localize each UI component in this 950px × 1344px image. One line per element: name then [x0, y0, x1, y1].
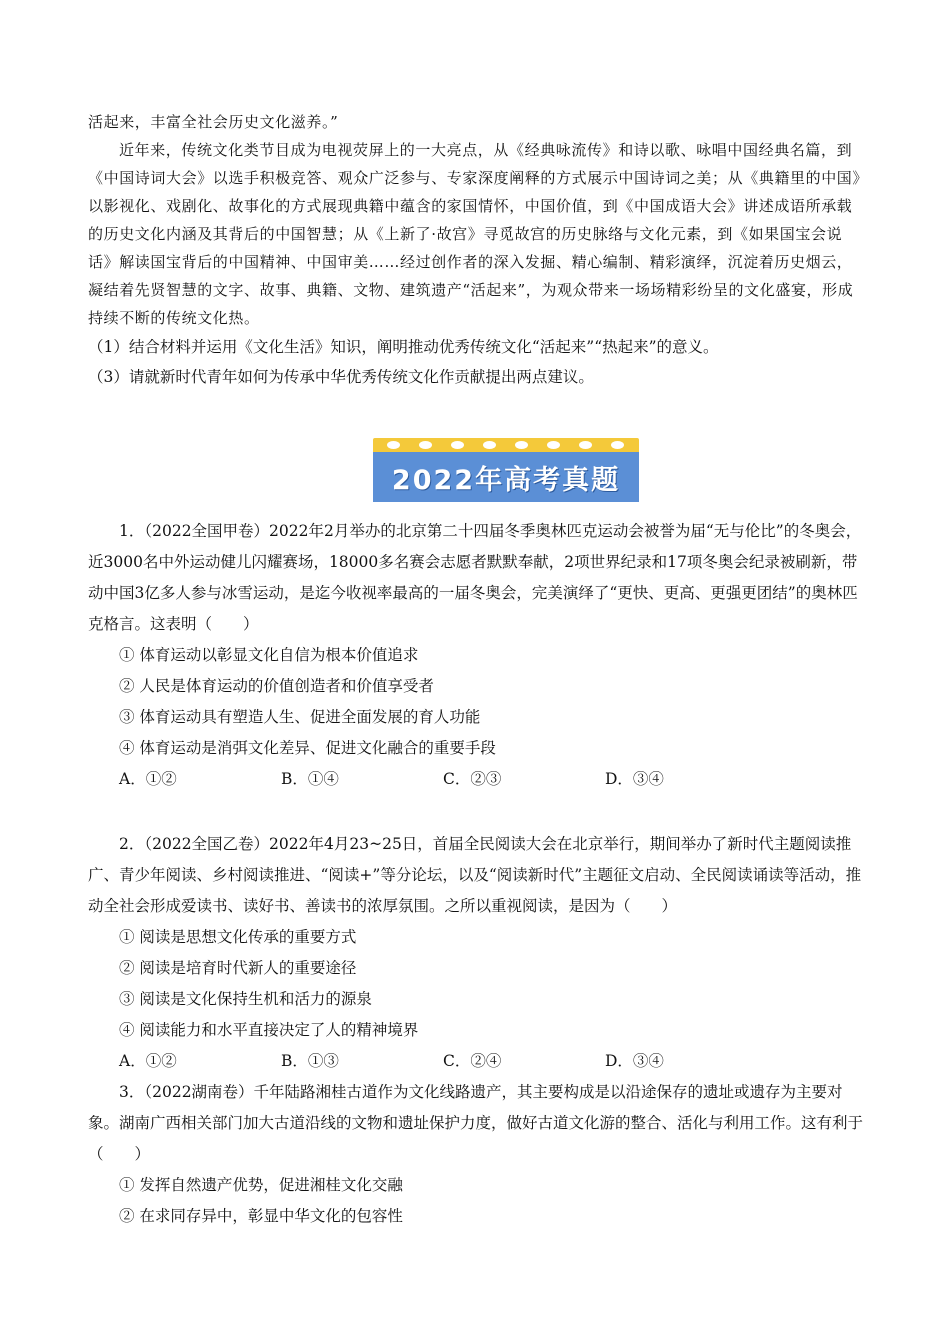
banner-top-strip — [373, 438, 639, 452]
choice-c: C．②③ — [443, 770, 502, 788]
material-question-1: （1）结合材料并运用《文化生活》知识，阐明推动优秀传统文化“活起来”“热起来”的意义。 — [88, 338, 719, 356]
banner-body — [373, 452, 639, 502]
banner-dot-icon — [419, 441, 432, 449]
choice-b: B．①③ — [281, 1052, 339, 1070]
question-3 — [88, 1077, 863, 1232]
banner-dot-icon — [483, 441, 496, 449]
question-2 — [88, 829, 863, 1077]
banner-dot-icon — [611, 441, 624, 449]
choice-d: D．③④ — [605, 1052, 664, 1070]
question-stem: 2．（2022全国乙卷）2022年4月23~25日，首届全民阅读大会在北京举行，期间举办了新时代主题阅读推广、青少年阅读、乡村阅读推进、“阅读+”等分论坛，以及“阅读新时代”主题征文启动、全民阅读诵读等活动，推动全社会形成爱读书、读好书、善读书的浓厚氛围。之所以重视阅读，是因为（ ） — [88, 835, 862, 915]
question-option: ③ 体育运动具有塑造人生、促进全面发展的育人功能 — [119, 708, 481, 726]
choice-a: A．①② — [119, 770, 177, 788]
question-stem: 1．（2022全国甲卷）2022年2月举办的北京第二十四届冬季奥林匹克运动会被誉为届“无与伦比”的冬奥会，近3000名中外运动健儿闪耀赛场，18000多名赛会志愿者默默奉献，2项世界纪录和17项冬奥会纪录被刷新，带动中国3亿多人参与冰雪运动，是迄今收视率最高的一届冬奥会，完美演绎了“更快、更高、更强更团结”的奥林匹克格言。这表明（ ） — [88, 522, 862, 633]
question-option: ① 阅读是思想文化传承的重要方式 — [119, 928, 357, 946]
choice-b: B．①④ — [281, 770, 339, 788]
question-1 — [88, 516, 863, 795]
spacer — [88, 795, 863, 829]
material-paragraph: 近年来，传统文化类节目成为电视荧屏上的一大亮点，从《经典咏流传》和诗以歌、咏唱中国经典名篇，到《中国诗词大会》以选手积极竞答、观众广泛参与、专家深度阐释的方式展示中国诗词之美；从《典籍里的中国》以影视化、戏剧化、故事化的方式展现典籍中蕴含的家国情怀，中国价值，到《中国成语大会》讲述成语所承载的历史文化内涵及其背后的中国智慧；从《上新了·故宫》寻觅故宫的历史脉络与文化元素，到《如果国宝会说话》解读国宝背后的中国精神、中国审美……经过创作者的深入发掘、精心编制、精彩演绎，沉淀着历史烟云，凝结着先贤智慧的文字、故事、典籍、文物、建筑遗产“活起来”，为观众带来一场场精彩纷呈的文化盛宴，形成持续不断的传统文化热。 — [88, 141, 861, 327]
banner-dot-icon — [515, 441, 528, 449]
choice-a: A．①② — [119, 1052, 177, 1070]
choice-c: C．②④ — [443, 1052, 502, 1070]
banner-dot-icon — [451, 441, 464, 449]
question-list — [88, 516, 863, 1232]
question-option: ④ 阅读能力和水平直接决定了人的精神境界 — [119, 1021, 419, 1039]
document-page — [88, 108, 863, 392]
answer-choices — [88, 1046, 863, 1077]
section-banner — [373, 438, 639, 502]
banner-dot-icon — [547, 441, 560, 449]
question-option: ② 阅读是培育时代新人的重要途径 — [119, 959, 357, 977]
banner-dot-icon — [387, 441, 400, 449]
question-option: ③ 阅读是文化保持生机和活力的源泉 — [119, 990, 372, 1008]
question-option: ① 体育运动以彰显文化自信为根本价值追求 — [119, 646, 419, 664]
question-option: ② 在求同存异中，彰显中华文化的包容性 — [119, 1207, 403, 1225]
question-option: ④ 体育运动是消弭文化差异、促进文化融合的重要手段 — [119, 739, 496, 757]
material-question-3: （3）请就新时代青年如何为传承中华优秀传统文化作贡献提出两点建议。 — [88, 368, 594, 386]
banner-dot-icon — [579, 441, 592, 449]
answer-choices — [88, 764, 863, 795]
banner-title: 2022年高考真题 — [391, 464, 621, 496]
question-option: ② 人民是体育运动的价值创造者和价值享受者 — [119, 677, 434, 695]
question-option: ① 发挥自然遗产优势，促进湘桂文化交融 — [119, 1176, 403, 1194]
material-continuation: 活起来，丰富全社会历史文化滋养。” — [88, 113, 339, 131]
question-stem: 3．（2022湖南卷）千年陆路湘桂古道作为文化线路遗产，其主要构成是以沿途保存的遗址或遗存为主要对象。湖南广西相关部门加大古道沿线的文物和遗址保护力度，做好古道文化游的整合、活化与利用工作。这有利于（ ） — [88, 1083, 864, 1163]
choice-d: D．③④ — [605, 770, 664, 788]
